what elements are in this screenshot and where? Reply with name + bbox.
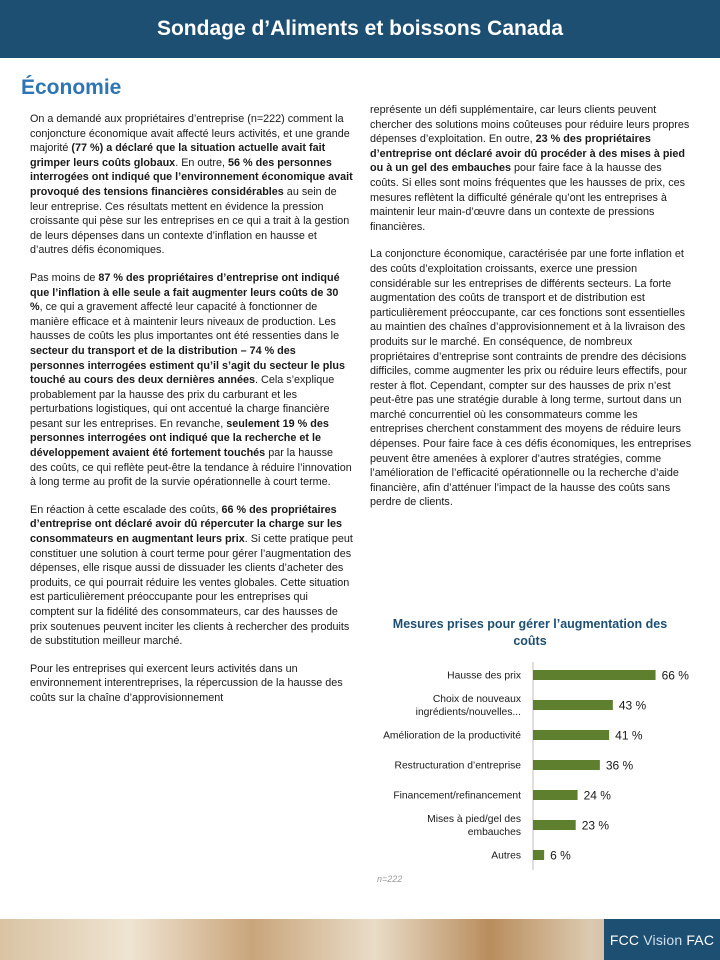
text-run: . Si cette pratique peut constituer une solution à court terme pour gérer l’augmentation des dépenses, elle risque aussi de dissuader les clients d’acheter des produits, ce qui pourrait réduire les ventes globales. Cette situation est particulièrement préoccupante pour les entreprises qui comptent sur la fidélité des consommateurs, car des hausses de prix soutenues peuvent inciter les clients à rechercher des produits de substitution meilleur marché. — [30, 533, 353, 648]
text-run: , ce qui a gravement affecté leur capacité à fonctionner de manière efficace et à maintenir leurs niveaux de production. Les hausses de coûts les plus importantes ont été ressenties dans le — [30, 301, 340, 343]
bar — [533, 790, 578, 800]
bar — [533, 700, 613, 710]
bar-chart — [366, 662, 706, 872]
bar — [533, 820, 576, 830]
text-run: Pas moins de — [30, 271, 99, 284]
logo-fcc-text: FCC — [609, 931, 640, 948]
logo-vision-text: Vision — [643, 931, 683, 948]
value-label: 43 % — [618, 698, 647, 713]
logo-fac-text: FAC — [686, 931, 715, 948]
category-label: Choix de nouveaux — [432, 694, 521, 705]
value-label: 24 % — [583, 788, 611, 803]
category-label: Autres — [491, 850, 521, 862]
value-label: 36 % — [605, 758, 634, 773]
bar — [533, 730, 609, 740]
paragraph — [370, 247, 692, 510]
section-title: Économie — [21, 76, 122, 99]
value-label: 6 % — [550, 848, 571, 863]
bold-run: seulement 19 % des personnes interrogées ont indiqué que la recherche et le développement avaient été fortement touchés — [30, 417, 329, 460]
category-label: Financement/refinancement — [393, 790, 521, 802]
category-label: embauches — [467, 827, 521, 838]
value-label: 66 % — [661, 668, 689, 683]
page-title: Sondage d’Aliments et boissons Canada — [156, 17, 564, 40]
sample-size-note: n=222 — [377, 874, 403, 884]
bold-run: secteur du transport et de la distribution – 74 % des personnes interrogées estiment qu’il s’agit du secteur le plus touché au cours des deux dernières années — [30, 344, 345, 387]
left-column — [30, 112, 353, 719]
bold-run: 66 % des propriétaires d’entreprise ont déclaré avoir dû répercuter la charge sur les consommateurs en augmentant leurs prix — [30, 503, 343, 546]
category-label: Amélioration de la productivité — [383, 730, 521, 742]
paragraph — [30, 662, 353, 706]
fcc-logo — [604, 919, 720, 960]
right-column — [370, 103, 692, 523]
text-run: Pour les entreprises qui exercent leurs activités dans un environnement interentreprises, la répercussion de la hausse des coûts sur la chaîne d’approvisionnement — [30, 662, 343, 704]
text-run: représente un défi supplémentaire, car leurs clients peuvent chercher des solutions moins coûteuses pour réduire leurs propres dépenses d’exploitation. En outre, — [370, 104, 690, 146]
paragraph — [30, 112, 353, 258]
text-run: On a demandé aux propriétaires d’entreprise (n=222) comment la conjoncture économique avait affecté leurs activités, et une grande majorité — [30, 113, 350, 155]
text-run: . Cela s’explique probablement par la hausse des prix du carburant et les perturbations logistiques, qui ont accentué la charge financière pesant sur les entreprises. En revanche, — [30, 374, 335, 430]
bold-run: 56 % des personnes interrogées ont indiqué que l’environnement économique avait provoqué des tensions financières considérables — [30, 156, 353, 198]
text-run: par la hausse des coûts, ce qui reflète peut-être la tendance à réduire l’innovation à long terme au profit de la survie opérationnelle à court terme. — [30, 447, 352, 489]
category-label: Mises à pied/gel des — [427, 814, 521, 825]
category-label: ingrédients/nouvelles... — [415, 707, 521, 718]
category-label: Restructuration d’entreprise — [394, 760, 521, 772]
text-run: En réaction à cette escalade des coûts, — [30, 503, 222, 516]
text-run: . En outre, — [175, 156, 229, 169]
bold-run: 87 % des propriétaires d’entreprise ont indiqué que l’inflation à elle seule a fait augmenter leurs coûts de 30 % — [30, 271, 340, 314]
bar — [533, 670, 656, 680]
text-run: pour faire face à la hausse des coûts. Si elles sont moins fréquentes que les hausses de prix, ces mesures reflètent la difficulté générale qu’ont les entreprises à maintenir leur main-d’œuvre dans un contexte de pressions financières. — [370, 162, 686, 233]
value-label: 41 % — [615, 728, 643, 743]
category-label: Hausse des prix — [447, 670, 521, 682]
text-run: La conjoncture économique, caractérisée par une forte inflation et des coûts d’exploitation croissants, exerce une pression considérable sur les entreprises de différents secteurs. La forte augmentation des coûts de transport et de distribution est particulièrement préoccupante, car ces fonctions sont essentielles au maintien des chaînes d’approvisionnement et à la livraison des produits sur le marché. En conséquence, de nombreux propriétaires d’entreprise sont contraints de prendre des décisions difficiles, comme augmenter les prix ou réduire leurs effectifs, pour rester à flot. Cependant, compter sur des hausses de prix n’est peut-être pas une stratégie durable à long terme, surtout dans un marché concurrentiel où les consommateurs comme les entreprises cherchent constamment des moyens de réduire leurs dépenses. Pour faire face à ces défis économiques, les entreprises peuvent être amenées à explorer d’autres stratégies, comme l’amélioration de l’efficacité opérationnelle ou la recherche d’aide financière, afin d’atténuer l’impact de la hausse des coûts sans perdre de clients. — [370, 248, 692, 509]
chart-title: Mesures prises pour gérer l’augmentation des coûts — [392, 617, 668, 648]
value-label: 23 % — [581, 818, 610, 833]
bold-run: (77 %) a déclaré que la situation actuelle avait fait grimper leurs coûts globaux — [30, 142, 326, 169]
bar — [533, 760, 600, 770]
text-run: au sein de leur entreprise. Ces résultats mettent en évidence la pression croissante qui pèse sur les entreprises en ce qui a trait à la gestion de leurs dépenses dans un contexte d’inflation en hausse et d’autres défis économiques. — [30, 185, 350, 257]
paragraph — [30, 271, 353, 490]
bar — [533, 850, 544, 860]
header-banner — [0, 0, 720, 58]
paragraph — [370, 103, 692, 234]
paragraph — [30, 503, 353, 649]
bold-run: 23 % des propriétaires d’entreprise ont déclaré avoir dû procéder à des mises à pied ou à un gel des embauches — [370, 133, 686, 175]
